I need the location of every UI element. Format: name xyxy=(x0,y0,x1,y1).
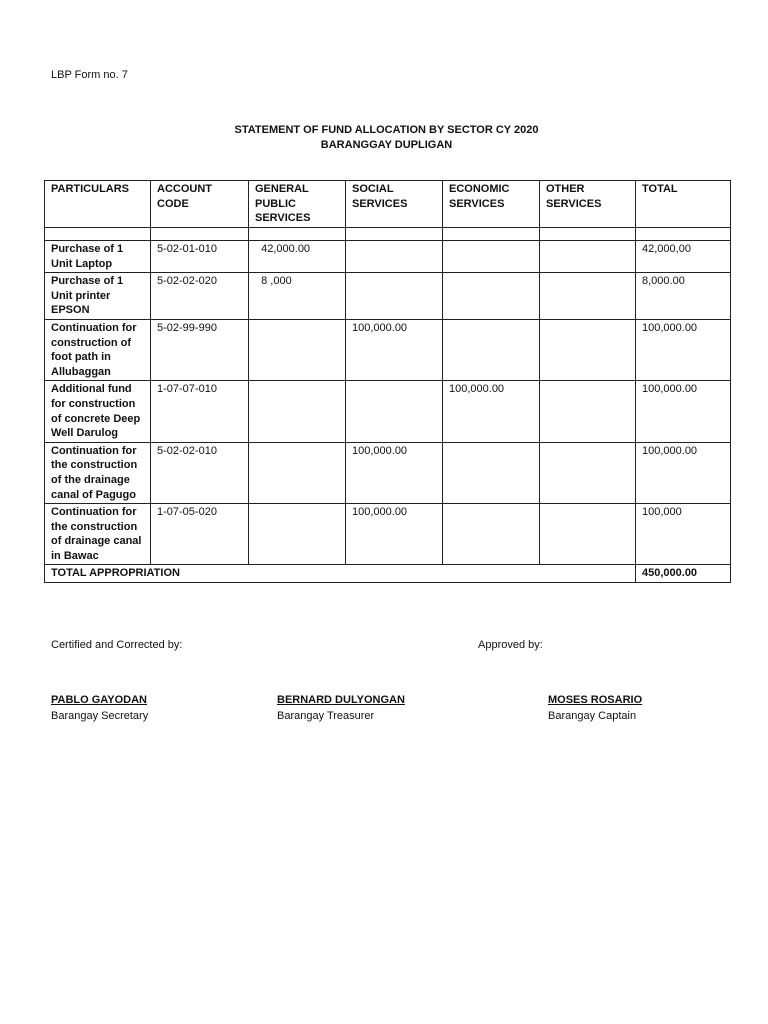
secretary-position: Barangay Secretary xyxy=(51,710,149,722)
header-account-code: ACCOUNT CODE xyxy=(151,181,249,228)
account-code-cell: 1-07-05-020 xyxy=(151,504,249,565)
general-public-cell xyxy=(249,319,346,380)
account-code-cell: 1-07-07-010 xyxy=(151,381,249,442)
table-row xyxy=(45,273,731,320)
social-cell xyxy=(346,241,443,273)
document-subtitle: BARANGGAY DUPLIGAN xyxy=(320,139,453,151)
spacer-cell xyxy=(443,228,540,241)
form-number: LBP Form no. 7 xyxy=(51,69,128,81)
particulars-cell: Continuation for construction of foot path in Allubaggan xyxy=(45,319,151,380)
total-cell: 42,000,00 xyxy=(636,241,731,273)
table-header-row xyxy=(45,181,731,228)
certified-label: Certified and Corrected by: xyxy=(51,639,183,651)
treasurer-position: Barangay Treasurer xyxy=(277,710,375,722)
total-appropriation-label: TOTAL APPROPRIATION xyxy=(45,565,636,583)
general-public-cell: 8 ,000 xyxy=(249,273,346,320)
social-cell: 100,000.00 xyxy=(346,442,443,503)
account-code-cell: 5-02-02-010 xyxy=(151,442,249,503)
other-cell xyxy=(540,381,636,442)
other-cell xyxy=(540,442,636,503)
other-cell xyxy=(540,273,636,320)
economic-cell xyxy=(443,504,540,565)
other-cell xyxy=(540,241,636,273)
header-social-services: SOCIAL SERVICES xyxy=(346,181,443,228)
other-cell xyxy=(540,504,636,565)
particulars-cell: Purchase of 1 Unit printer EPSON xyxy=(45,273,151,320)
header-economic-services: ECONOMIC SERVICES xyxy=(443,181,540,228)
particulars-cell: Continuation for the construction of drainage canal in Bawac xyxy=(45,504,151,565)
total-appropriation-value: 450,000.00 xyxy=(636,565,731,583)
table-row xyxy=(45,442,731,503)
particulars-cell: Additional fund for construction of concrete Deep Well Darulog xyxy=(45,381,151,442)
other-cell xyxy=(540,319,636,380)
total-cell: 8,000.00 xyxy=(636,273,731,320)
captain-name: MOSES ROSARIO xyxy=(548,694,643,706)
general-public-cell: 42,000.00 xyxy=(249,241,346,273)
header-other-services: OTHER SERVICES xyxy=(540,181,636,228)
captain-position: Barangay Captain xyxy=(548,710,637,722)
economic-cell: 100,000.00 xyxy=(443,381,540,442)
header-total: TOTAL xyxy=(636,181,731,228)
spacer-cell xyxy=(636,228,731,241)
account-code-cell: 5-02-02-020 xyxy=(151,273,249,320)
total-appropriation-row xyxy=(45,565,731,583)
social-cell: 100,000.00 xyxy=(346,504,443,565)
fund-allocation-table xyxy=(44,180,731,583)
table-row xyxy=(45,319,731,380)
table-row xyxy=(45,241,731,273)
account-code-cell: 5-02-01-010 xyxy=(151,241,249,273)
spacer-cell xyxy=(151,228,249,241)
approved-label: Approved by: xyxy=(478,639,543,651)
particulars-cell: Purchase of 1 Unit Laptop xyxy=(45,241,151,273)
total-cell: 100,000 xyxy=(636,504,731,565)
spacer-cell xyxy=(540,228,636,241)
spacer-row xyxy=(45,228,731,241)
header-general-public-services: GENERAL PUBLIC SERVICES xyxy=(249,181,346,228)
table-row xyxy=(45,504,731,565)
total-cell: 100,000.00 xyxy=(636,381,731,442)
total-cell: 100,000.00 xyxy=(636,319,731,380)
particulars-cell: Continuation for the construction of the drainage canal of Pagugo xyxy=(45,442,151,503)
spacer-cell xyxy=(45,228,151,241)
economic-cell xyxy=(443,241,540,273)
treasurer-name: BERNARD DULYONGAN xyxy=(277,694,405,706)
general-public-cell xyxy=(249,504,346,565)
general-public-cell xyxy=(249,442,346,503)
social-cell: 100,000.00 xyxy=(346,319,443,380)
header-particulars: PARTICULARS xyxy=(45,181,151,228)
total-cell: 100,000.00 xyxy=(636,442,731,503)
document-title: STATEMENT OF FUND ALLOCATION BY SECTOR CY 2020 xyxy=(234,124,539,136)
account-code-cell: 5-02-99-990 xyxy=(151,319,249,380)
social-cell xyxy=(346,273,443,320)
general-public-cell xyxy=(249,381,346,442)
social-cell xyxy=(346,381,443,442)
spacer-cell xyxy=(249,228,346,241)
economic-cell xyxy=(443,442,540,503)
spacer-cell xyxy=(346,228,443,241)
economic-cell xyxy=(443,319,540,380)
table-row xyxy=(45,381,731,442)
secretary-name: PABLO GAYODAN xyxy=(51,694,147,706)
economic-cell xyxy=(443,273,540,320)
